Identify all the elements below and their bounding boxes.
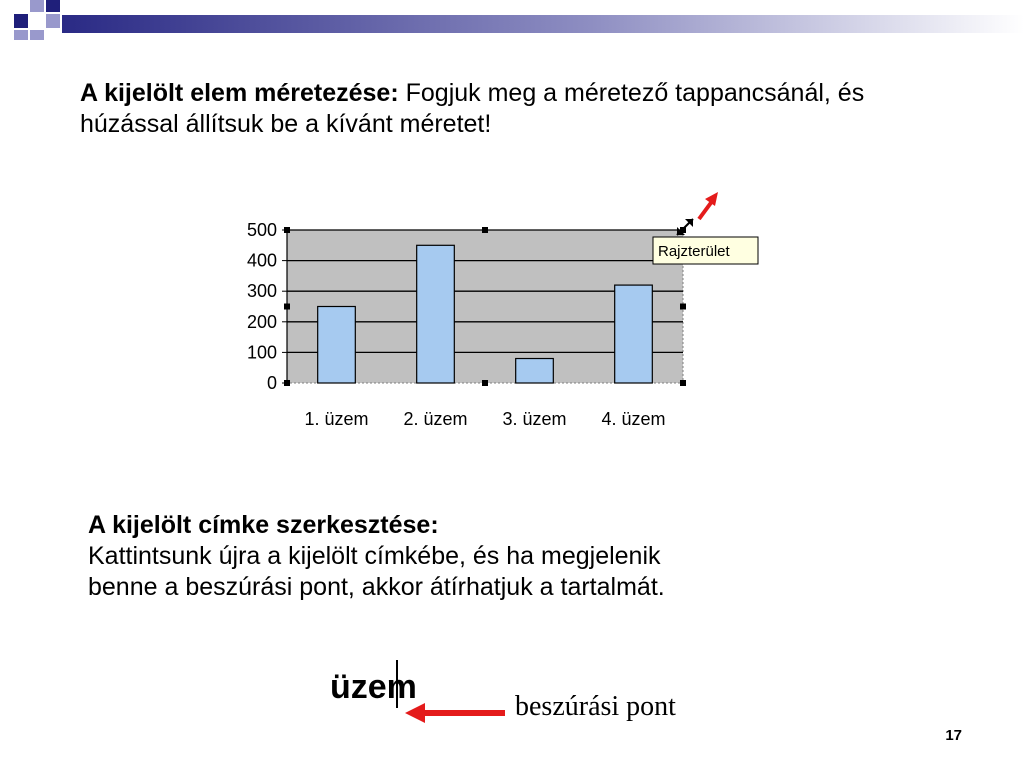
bar-4[interactable] xyxy=(615,285,653,383)
bar-3[interactable] xyxy=(516,359,554,383)
resize-handle[interactable] xyxy=(284,227,290,233)
y-tick-label: 400 xyxy=(246,250,277,271)
insertion-point-demo xyxy=(325,658,745,728)
header-gradient-stripe xyxy=(62,15,1024,33)
y-tick-label: 0 xyxy=(266,373,277,393)
x-tick-label[interactable]: 1. üzem xyxy=(304,409,369,429)
resize-handle[interactable] xyxy=(680,380,686,386)
resize-handle[interactable] xyxy=(284,304,290,310)
page-number: 17 xyxy=(945,727,962,744)
logo-square-light xyxy=(46,14,60,28)
decorative-header-bar xyxy=(0,0,1024,40)
label-demo-annotation: beszúrási pont xyxy=(515,691,676,722)
y-tick-label: 100 xyxy=(246,342,277,363)
tooltip-text: Rajzterület xyxy=(658,243,730,260)
drag-direction-arrow-icon xyxy=(699,192,718,219)
section-sizing-heading: A kijelölt elem méretezése: xyxy=(80,79,399,107)
y-tick-label: 300 xyxy=(246,281,277,302)
label-demo-word: üzem xyxy=(330,668,417,706)
chart-area[interactable] xyxy=(225,185,765,435)
resize-handle[interactable] xyxy=(680,304,686,310)
logo-square-dark xyxy=(14,14,28,28)
section-label-edit xyxy=(88,510,968,603)
y-tick-label: 500 xyxy=(246,220,277,240)
x-tick-label[interactable]: 2. üzem xyxy=(403,409,468,429)
resize-handle[interactable] xyxy=(482,380,488,386)
bar-chart[interactable] xyxy=(225,185,765,435)
section-label-edit-heading: A kijelölt címke szerkesztése: xyxy=(88,511,439,539)
section-sizing-body: Fogjuk meg a méretező tappancsánál, és húzással állítsuk be a kívánt méretet! xyxy=(80,79,865,138)
resize-handle[interactable] xyxy=(482,227,488,233)
bar-1[interactable] xyxy=(318,307,356,384)
plot-area-tooltip xyxy=(653,237,758,264)
section-label-edit-body-line1: Kattintsunk újra a kijelölt címkébe, és ha megjelenik xyxy=(88,542,661,570)
resize-handle[interactable] xyxy=(284,380,290,386)
y-tick-label: 200 xyxy=(246,311,277,332)
bar-2[interactable] xyxy=(417,245,455,383)
section-sizing xyxy=(80,78,960,140)
x-tick-label[interactable]: 3. üzem xyxy=(502,409,567,429)
x-tick-label[interactable]: 4. üzem xyxy=(601,409,666,429)
section-label-edit-body-line2: benne a beszúrási pont, akkor átírhatjuk a tartalmát. xyxy=(88,573,665,601)
